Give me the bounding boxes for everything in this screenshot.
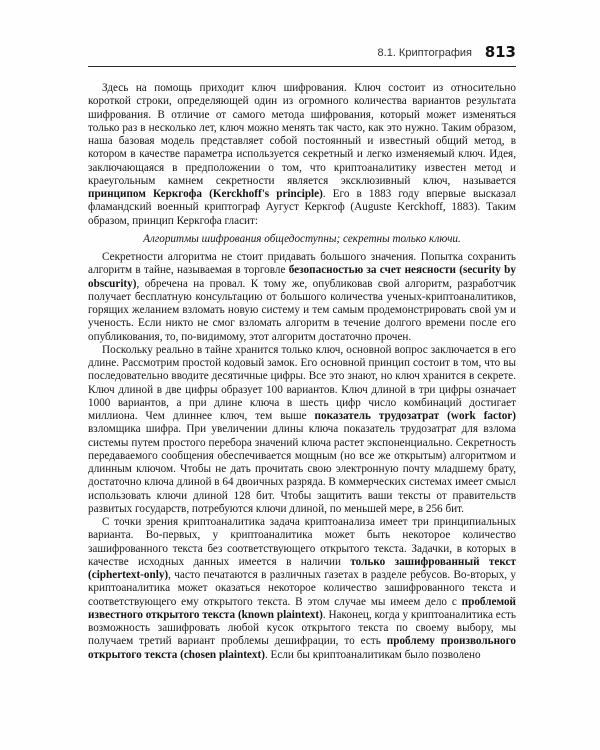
text-span: Секретности алгоритма не стоит придавать большого значения. Попытка сохранить алгоритм в тайне, называемая в торговле [88, 251, 516, 277]
text-span: . Его в 1883 году впервые высказал фламандский военный криптограф Аугуст Керкгоф (Auguste Kerckhoff, 1883). Таким образом, принцип Керкгофа гласит: [88, 188, 516, 227]
text-span: . Наконец, когда у криптоаналитика есть возможность зашифровать любой кусок открытого текста по своему выбору, мы получаем третий вариант проблемы дешифрации, то есть [88, 608, 516, 648]
text-span: Поскольку реально в тайне хранится только ключ, основной вопрос заключается в его длине. Рассмотрим простой кодовый замок. Его основной принцип состоит в том, что вы последовательно вводите десятичные цифры. Все это знают, но ключ хранится в секрете. Ключ длиной в две цифры образует 100 вариантов. Ключ длиной в три цифры означает 1000 вариантов, а при длине ключа в шесть цифр число комбинаций достигает миллиона. Чем длиннее ключ, тем выше [88, 343, 516, 422]
term-chosen-plaintext: проблему произвольного открытого текста (chosen plaintext) [88, 635, 516, 661]
paragraph-key-length [88, 344, 516, 516]
body-text [88, 82, 516, 662]
section-title: 8.1. Криптография [377, 47, 472, 59]
quote-text: Алгоритмы шифрования общедоступны; секретны только ключи. [143, 232, 461, 245]
paragraph-cryptanalysis-variants [88, 516, 516, 662]
text-span: С точки зрения криптоаналитика задача криптоанализа имеет три принципиальных варианта. Во-первых, у криптоаналитика может быть некоторое количество зашифрованного текста без соответствующего открытого текста. Задачки, в которых в качестве исходных данных имеется в наличии [88, 516, 516, 568]
term-work-factor: показатель трудозатрат (work factor) [314, 410, 516, 422]
page-number: 813 [484, 43, 516, 61]
term-kerckhoff-principle: принципом Керкгофа (Kerckhoff's principle) [88, 188, 323, 200]
text-span: , обречена на провал. К тому же, опубликовав свой алгоритм, разработчик получает бесплатную консультацию от большого количества ученых-криптоаналитиков, горящих желанием взломать новую систему и тем самым продемонстрировать свой ум и ученость. Если никто не смог взломать алгоритм в течение долгого времени после его опубликования, то, по-видимому, этот алгоритм достаточно прочен. [88, 277, 516, 343]
text-span: . Если бы криптоаналитикам было позволено [264, 648, 481, 661]
kerckhoff-quote [88, 233, 516, 246]
term-ciphertext-only: только зашифрованный текст (ciphertext-only) [88, 555, 516, 581]
text-span: , часто печатаются в различных газетах в разделе ребусов. Во-вторых, у криптоаналитика может оказаться некоторое количество зашифрованного текста и соответствующего ему открытого текста. В этом случае мы имеем дело с [88, 569, 516, 608]
term-known-plaintext: проблемой известного открытого текста (known plaintext) [88, 595, 516, 621]
text-span: Здесь на помощь приходит ключ шифрования. Ключ состоит из относительно короткой строки, определяющей один из огромного количества вариантов результата шифрования. В отличие от самого метода шифрования, который может изменяться только раз в несколько лет, ключ можно менять так часто, как это нужно. Таким образом, наша базовая модель представляет собой постоянный и известный общий метод, в котором в качестве параметра используется секретный и легко изменяемый ключ. Идея, заключающаяся в предположении о том, что криптоаналитику известен метод и краеугольным камнем секретности является эксклюзивный ключ, называется [88, 82, 516, 187]
term-security-by-obscurity: безопасностью за счет неясности (security by obscurity) [88, 264, 516, 290]
paragraph-security-by-obscurity [88, 251, 516, 344]
paragraph-encryption-key [88, 82, 516, 228]
text-span: взломщика шифра. При увеличении длины ключа показатель трудозатрат для взлома системы путем простого перебора значений ключа растет экспоненциально. Секретность передаваемого сообщения обеспечивается мощным (но все же открытым) алгоритмом и длинным ключом. Чтобы не дать прочитать свою электронную почту младшему брату, достаточно ключа длиной в 64 двоичных разряда. В коммерческих системах имеет смысл использовать ключи длиной 128 бит. Чтобы защитить ваши тексты от правительств развитых государств, потребуются ключи длиной, по меньшей мере, в 256 бит. [88, 423, 516, 515]
running-header [88, 40, 516, 67]
